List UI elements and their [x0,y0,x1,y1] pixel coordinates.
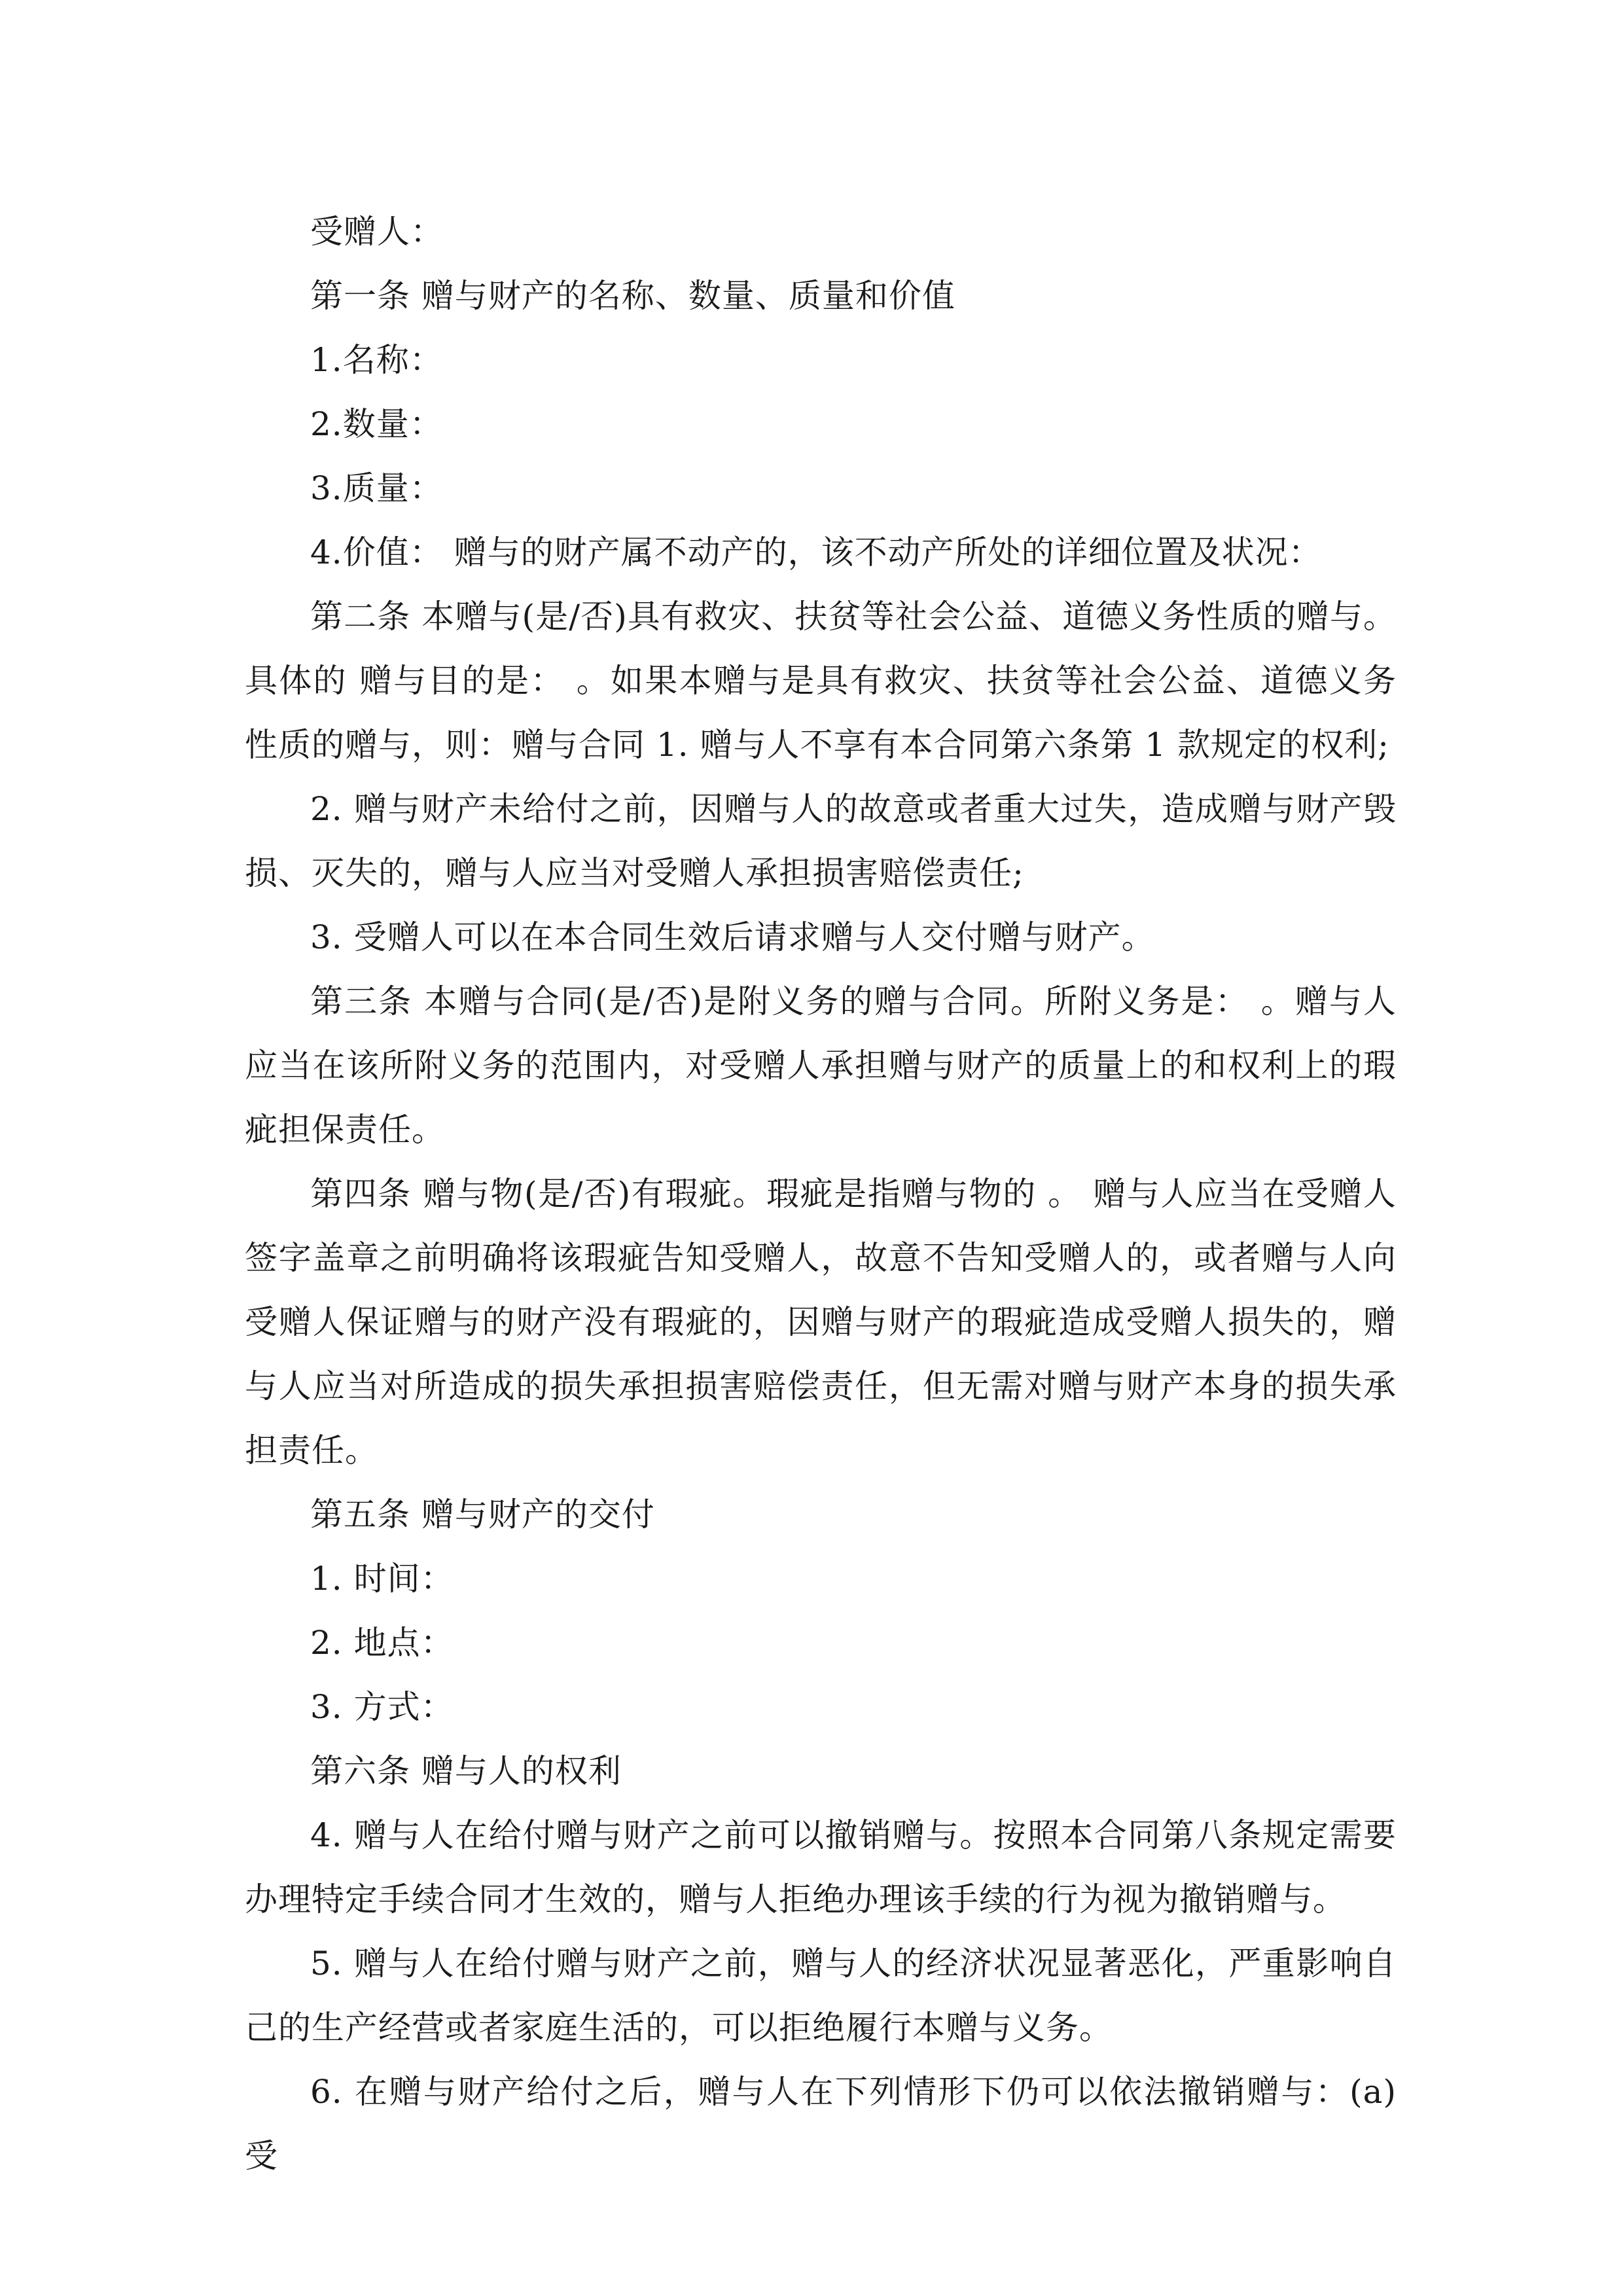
article-2-clause-3: 3. 受赠人可以在本合同生效后请求赠与人交付赠与财产。 [310,918,1155,956]
item-quality: 3.质量： [310,469,443,507]
item-quantity: 2.数量： [310,405,443,443]
article-6-clause-4: 4. 赠与人在给付赠与财产之前可以撤销赠与。按照本合同第八条规定需要办理特定手续合同才生效的，赠与人拒绝办理该手续的行为视为撤销赠与。 [245,1816,1397,1918]
article-6-heading: 第六条 赠与人的权利 [310,1752,622,1790]
article-3-paragraph: 第三条 本赠与合同(是/否)是附义务的赠与合同。所附义务是： 。赠与人应当在该所附义务的范围内，对受赠人承担赠与财产的质量上的和权利上的瑕疵担保责任。 [245,982,1397,1149]
recipient-line: 受赠人： [310,213,444,251]
article-5-heading: 第五条 赠与财产的交付 [310,1496,655,1534]
article-6-clause-5: 5. 赠与人在给付赠与财产之前，赠与人的经济状况显著恶化，严重影响自己的生产经营或者家庭生活的，可以拒绝履行本赠与义务。 [245,1945,1397,2047]
article-2-clause-2: 2. 赠与财产未给付之前，因赠与人的故意或者重大过失，造成赠与财产毁损、灭失的，赠与人应当对受赠人承担损害赔偿责任; [245,790,1397,892]
delivery-place: 2. 地点： [310,1624,454,1662]
article-2-paragraph: 第二条 本赠与(是/否)具有救灾、扶贫等社会公益、道德义务性质的赠与。具体的 赠与目的是： 。如果本赠与是具有救灾、扶贫等社会公益、道德义务性质的赠与，则：赠与合同 1. 赠与人不享有本合同第六条第 1 款规定的权利; [245,598,1397,764]
delivery-time: 1. 时间： [310,1560,454,1598]
contract-body [245,200,1397,2188]
delivery-method: 3. 方式： [310,1688,454,1726]
article-4-paragraph: 第四条 赠与物(是/否)有瑕疵。瑕疵是指赠与物的 。 赠与人应当在受赠人签字盖章之前明确将该瑕疵告知受赠人，故意不告知受赠人的，或者赠与人向受赠人保证赠与的财产没有瑕疵的，因赠与财产的瑕疵造成受赠人损失的，赠与人应当对所造成的损失承担损害赔偿责任，但无需对赠与财产本身的损失承担责任。 [245,1175,1397,1469]
article-1-heading: 第一条 赠与财产的名称、数量、质量和价值 [310,277,955,315]
item-value: 4.价值： 赠与的财产属不动产的，该不动产所处的详细位置及状况： [310,533,1322,571]
item-name: 1.名称： [310,341,443,379]
article-6-clause-6: 6. 在赠与财产给付之后，赠与人在下列情形下仍可以依法撤销赠与：(a)受 [245,2073,1397,2175]
